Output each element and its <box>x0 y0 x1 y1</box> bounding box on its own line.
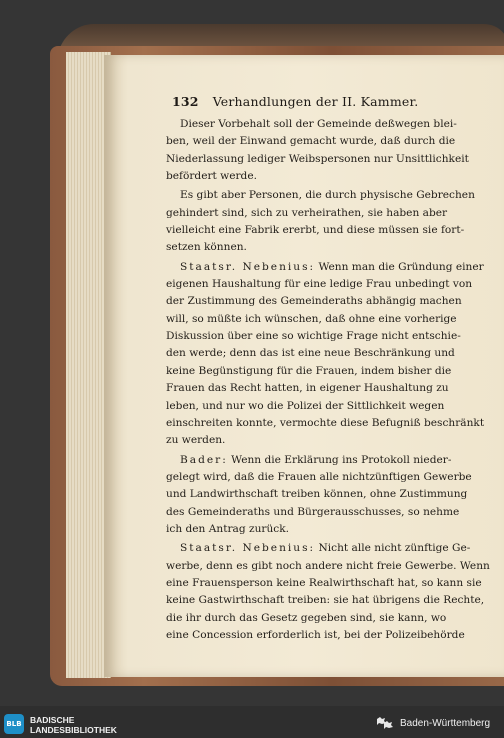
text-line: gehindert sind, sich zu verheirathen, sie haben aber <box>166 206 448 219</box>
text-line: ich den Antrag zurück. <box>166 522 290 535</box>
text-line: der Zustimmung des Gemeinderaths abhängig machen <box>166 295 462 308</box>
speaker-name: Bader: <box>180 453 228 466</box>
text-line: den werde; denn das ist eine neue Beschränkung und <box>166 347 455 360</box>
paragraph <box>166 259 485 450</box>
viewer-footer <box>0 706 504 738</box>
text-line: eigenen Haushaltung für eine ledige Frau unbedingt von <box>166 278 473 291</box>
library-name[interactable] <box>30 715 117 735</box>
text-line: eine Frauensperson keine Realwirthschaft hat, so kann sie <box>166 576 482 589</box>
speaker-name: Staatsr. Nebenius: <box>180 260 316 273</box>
text-line: will, so müßte ich wünschen, daß ohne eine vorherige <box>166 312 457 325</box>
text-line: setzen können. <box>166 241 247 254</box>
text-line: einschreiten konnte, vermochte diese Befugniß beschränkt <box>166 416 485 429</box>
library-name-line1: BADISCHE <box>30 715 75 725</box>
blb-logo-icon[interactable]: BLB <box>4 714 24 734</box>
text-line: Es gibt aber Personen, die durch physische Gebrechen <box>180 189 475 202</box>
text-line: Frauen das Recht hatten, in eigener Haushaltung zu <box>166 382 449 395</box>
text-line: zu werden. <box>166 434 226 447</box>
text-line: eine Concession erforderlich ist, bei der Polizeibehörde <box>166 628 465 641</box>
text-line: die ihr durch das Gesetz gegeben sind, sie kann, wo <box>166 611 447 624</box>
text-line: keine Gastwirthschaft treiben: sie hat übrigens die Rechte, <box>166 594 485 607</box>
page-number: 132 <box>172 94 199 109</box>
text-line: und Landwirthschaft treiben können, ohne Zustimmung <box>166 488 468 501</box>
state-name[interactable]: Baden-Württemberg <box>400 718 491 729</box>
paragraph <box>166 116 469 185</box>
text-line: vielleicht eine Fabrik ererbt, und diese müssen sie fort- <box>166 224 465 237</box>
paragraph <box>166 452 472 539</box>
text-line: befördert werde. <box>166 170 257 183</box>
speaker-name: Staatsr. Nebenius: <box>180 542 316 555</box>
text-line: leben, und nur wo die Polizei der Sittlichkeit wegen <box>166 399 445 412</box>
baden-wuerttemberg-lions-icon[interactable] <box>376 716 394 730</box>
text-line: Niederlassung lediger Weibspersonen nur Unsittlichkeit <box>166 152 469 165</box>
page-text <box>166 116 490 644</box>
text-line: Wenn man die Gründung einer <box>318 260 484 273</box>
text-line: des Gemeinderaths und Bürgerausschusses, so nehme <box>166 505 460 518</box>
text-line: Wenn die Erklärung ins Protokoll nieder- <box>231 453 452 466</box>
text-line: Diskussion über eine so wichtige Frage nicht entschie- <box>166 330 461 343</box>
paragraph <box>166 187 475 256</box>
paragraph <box>166 540 490 644</box>
text-line: keine Begünstigung für die Frauen, indem bisher die <box>166 364 452 377</box>
text-line: werbe, denn es gibt noch andere nicht freie Gewerbe. Wenn <box>166 559 490 572</box>
running-title: Verhandlungen der II. Kammer. <box>212 94 419 109</box>
running-head <box>172 94 419 109</box>
text-line: Nicht alle nicht zünftige Ge- <box>318 542 471 555</box>
library-name-line2: LANDESBIBLIOTHEK <box>30 725 117 735</box>
text-line: ben, weil der Einwand gemacht wurde, daß durch die <box>166 135 456 148</box>
text-line: gelegt wird, daß die Frauen alle nichtzünftigen Gewerbe <box>166 470 472 483</box>
text-line: Dieser Vorbehalt soll der Gemeinde deßwegen blei- <box>180 118 457 130</box>
